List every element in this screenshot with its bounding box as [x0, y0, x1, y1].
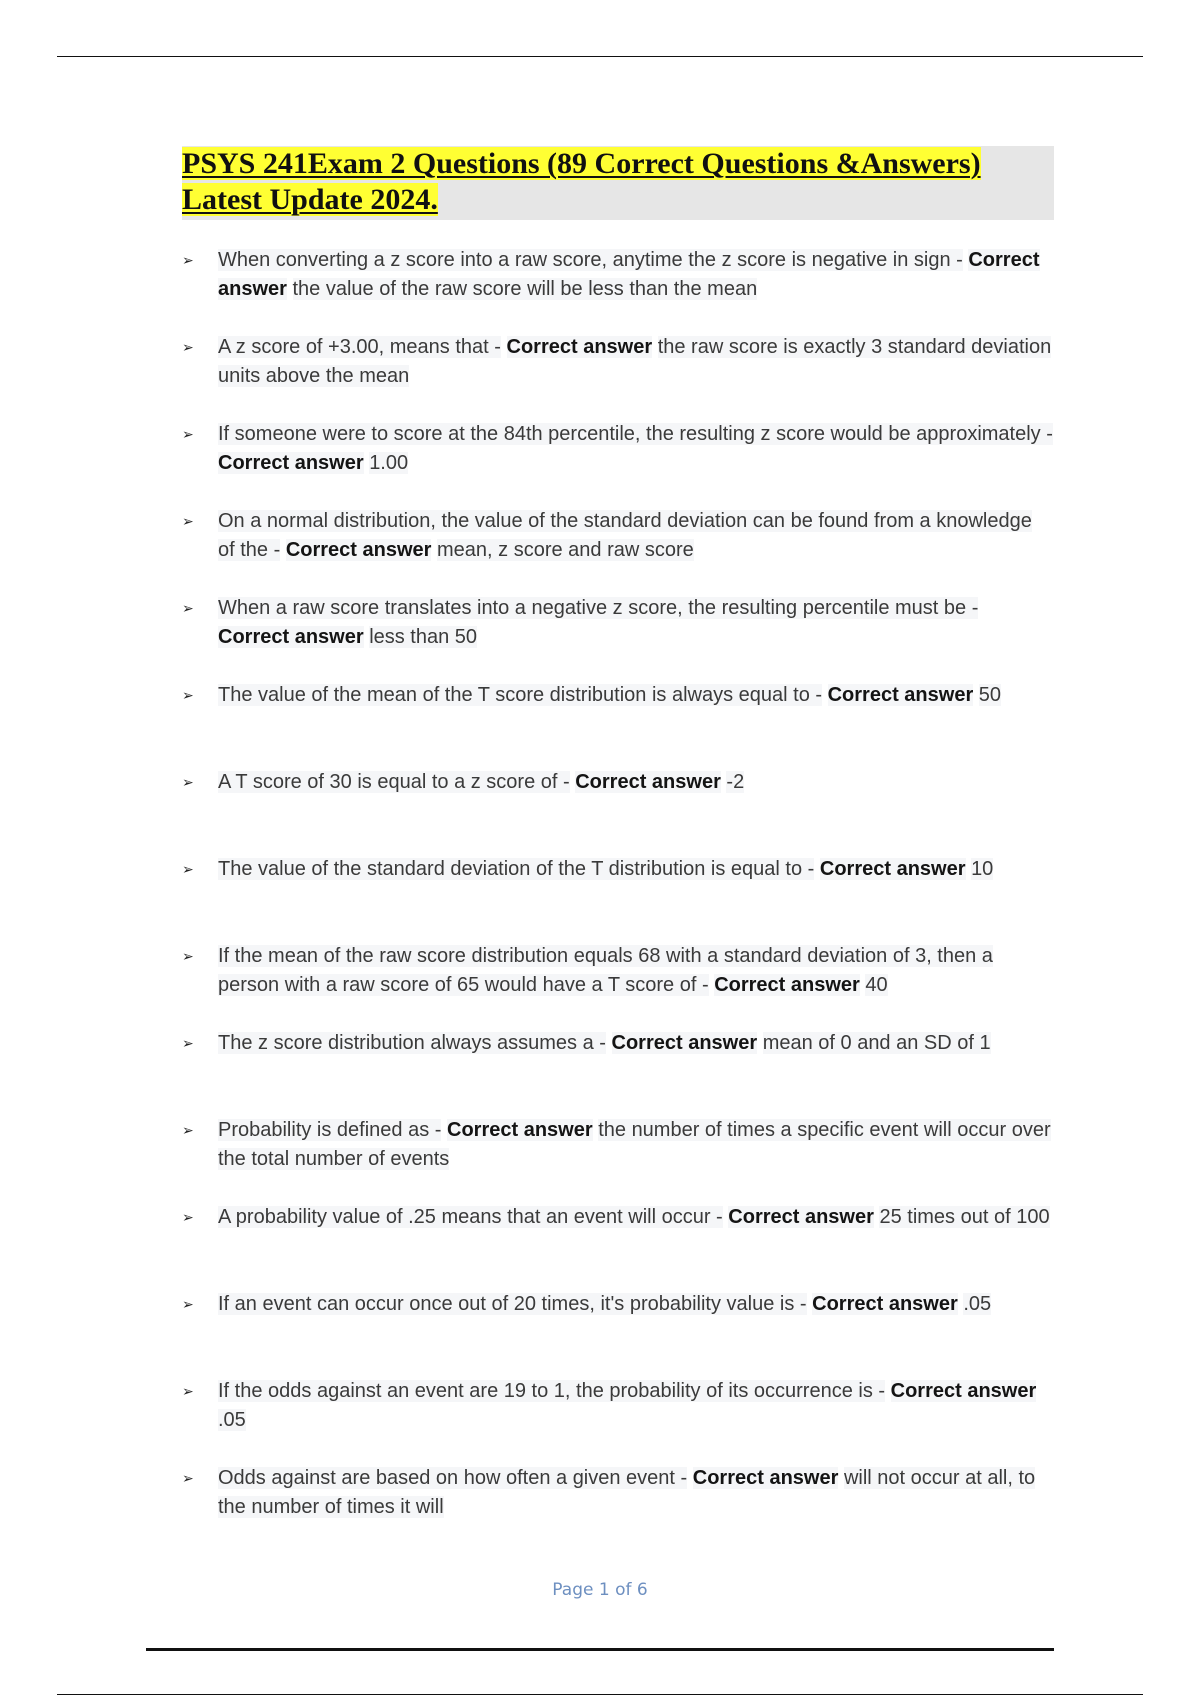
qa-item	[182, 768, 1054, 826]
arrowhead-bullet-icon: ➢	[182, 1470, 194, 1486]
answer-text: the number of times a specific event will occur over the total number of events	[218, 1119, 1051, 1170]
qa-item	[182, 1116, 1054, 1174]
arrowhead-bullet-icon: ➢	[182, 1383, 194, 1399]
arrowhead-bullet-icon: ➢	[182, 1035, 194, 1051]
qa-item	[182, 681, 1054, 739]
question-text: The value of the standard deviation of the T distribution is equal to -	[218, 858, 815, 880]
question-text: If someone were to score at the 84th percentile, the resulting z score would be approximately -	[218, 423, 1053, 445]
arrowhead-bullet-icon: ➢	[182, 513, 194, 529]
correct-answer-label: Correct answer	[728, 1206, 874, 1228]
correct-answer-label: Correct answer	[890, 1380, 1037, 1402]
correct-answer-label: Correct answer	[218, 626, 364, 648]
answer-text: 25 times out of 100	[879, 1206, 1050, 1228]
arrowhead-bullet-icon: ➢	[182, 1122, 194, 1138]
question-text: The z score distribution always assumes a -	[218, 1032, 606, 1054]
top-border-line	[57, 56, 1143, 57]
answer-text: will not occur at all, to the number of times it will	[218, 1467, 1036, 1518]
correct-answer-label: Correct answer	[714, 974, 860, 996]
question-text: If the mean of the raw score distribution equals 68 with a standard deviation of 3, then a person with a raw score of 65 would have a T score of -	[218, 945, 993, 996]
question-text: A T score of 30 is equal to a z score of -	[218, 771, 570, 793]
qa-item	[182, 855, 1054, 913]
question-text: When converting a z score into a raw score, anytime the z score is negative in sign -	[218, 249, 963, 271]
qa-item	[182, 333, 1054, 391]
arrowhead-bullet-icon: ➢	[182, 1296, 194, 1312]
answer-text: -2	[726, 771, 745, 793]
correct-answer-label: Correct answer	[285, 539, 432, 561]
arrowhead-bullet-icon: ➢	[182, 339, 194, 355]
answer-text: the raw score is exactly 3 standard deviation units above the mean	[218, 336, 1052, 387]
qa-item	[182, 1029, 1054, 1087]
qa-item	[182, 1464, 1054, 1522]
correct-answer-label: Correct answer	[218, 452, 364, 474]
correct-answer-label: Correct answer	[812, 1293, 958, 1315]
title-line-2: Latest Update 2024.	[182, 183, 438, 216]
correct-answer-label: Correct answer	[692, 1467, 839, 1489]
correct-answer-label: Correct answer	[827, 684, 974, 706]
correct-answer-label: Correct answer	[506, 336, 653, 358]
question-text: A z score of +3.00, means that -	[218, 336, 501, 358]
correct-answer-label: Correct answer	[611, 1032, 758, 1054]
correct-answer-label: Correct answer	[819, 858, 966, 880]
correct-answer-label: Correct answer	[447, 1119, 593, 1141]
answer-text: less than 50	[369, 626, 478, 648]
question-answer-list	[182, 246, 1054, 1551]
answer-text: mean of 0 and an SD of 1	[762, 1032, 991, 1054]
arrowhead-bullet-icon: ➢	[182, 1209, 194, 1225]
question-text: If the odds against an event are 19 to 1, the probability of its occurrence is -	[218, 1380, 886, 1402]
title-line-1: PSYS 241Exam 2 Questions (89 Correct Questions &Answers)	[182, 147, 981, 180]
answer-text: .05	[218, 1409, 246, 1431]
document-title	[182, 146, 1054, 218]
question-text: When a raw score translates into a negative z score, the resulting percentile must be -	[218, 597, 979, 619]
question-text: If an event can occur once out of 20 times, it's probability value is -	[218, 1293, 807, 1315]
question-text: On a normal distribution, the value of the standard deviation can be found from a knowledge of the -	[218, 510, 1032, 561]
question-text: A probability value of .25 means that an event will occur -	[218, 1206, 723, 1228]
footer-rule	[146, 1648, 1054, 1651]
qa-item	[182, 1377, 1054, 1435]
qa-item	[182, 420, 1054, 478]
answer-text: the value of the raw score will be less than the mean	[292, 278, 758, 300]
question-text: Odds against are based on how often a given event -	[218, 1467, 688, 1489]
correct-answer-label: Correct answer	[218, 249, 1040, 300]
qa-item	[182, 1290, 1054, 1348]
correct-answer-label: Correct answer	[575, 771, 721, 793]
arrowhead-bullet-icon: ➢	[182, 948, 194, 964]
arrowhead-bullet-icon: ➢	[182, 600, 194, 616]
document-title-block	[182, 146, 1054, 220]
answer-text: 40	[865, 974, 888, 996]
qa-item	[182, 594, 1054, 652]
arrowhead-bullet-icon: ➢	[182, 774, 194, 790]
qa-item	[182, 246, 1054, 304]
answer-text: .05	[963, 1293, 992, 1315]
question-text: Probability is defined as -	[218, 1119, 442, 1141]
qa-item	[182, 507, 1054, 565]
arrowhead-bullet-icon: ➢	[182, 252, 194, 268]
arrowhead-bullet-icon: ➢	[182, 861, 194, 877]
page-number: Page 1 of 6	[552, 1580, 648, 1600]
answer-text: 10	[971, 858, 994, 880]
qa-item	[182, 1203, 1054, 1261]
arrowhead-bullet-icon: ➢	[182, 426, 194, 442]
answer-text: 1.00	[369, 452, 409, 474]
answer-text: mean, z score and raw score	[437, 539, 694, 561]
bottom-border-line	[57, 1694, 1143, 1695]
answer-text: 50	[978, 684, 1002, 706]
arrowhead-bullet-icon: ➢	[182, 687, 194, 703]
qa-item	[182, 942, 1054, 1000]
question-text: The value of the mean of the T score distribution is always equal to -	[218, 684, 823, 706]
